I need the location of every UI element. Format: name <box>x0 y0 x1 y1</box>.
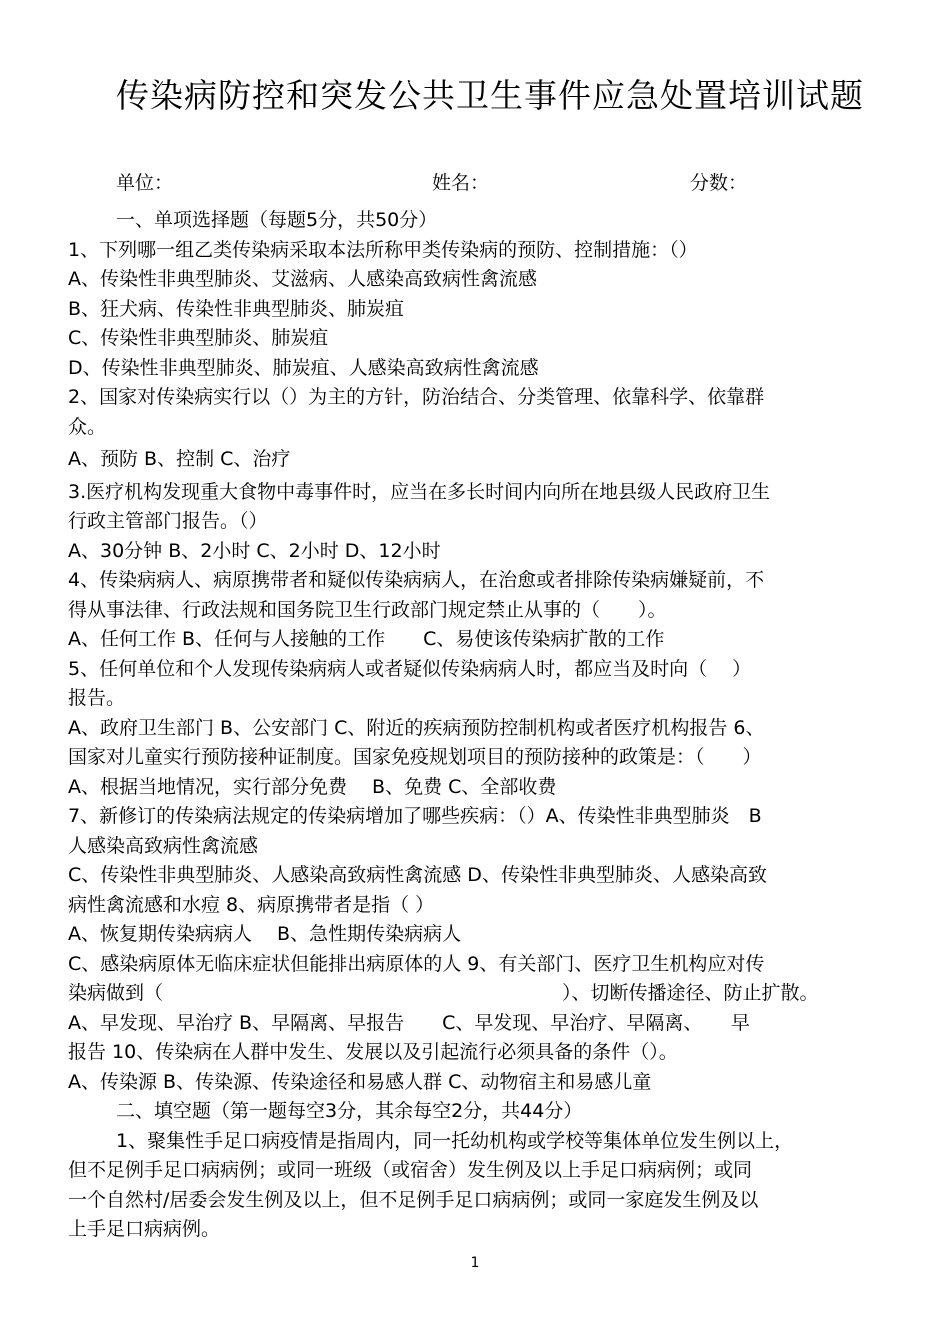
section2-heading: 二、填空题（第一题每空3分，其余每空2分，共44分） <box>116 1100 583 1122</box>
text-line: 上手足口病病例。 <box>68 1218 221 1240</box>
text-line: 染病做到（ ）、切断传播途径、防止扩散。 <box>68 982 819 1004</box>
text-line: C、传染性非典型肺炎、肺炭疽 <box>68 327 329 349</box>
text-line: 3.医疗机构发现重大食物中毒事件时，应当在多长时间内向所在地县级人民政府卫生 <box>68 480 771 503</box>
text-line: A、传染源 B、传染源、传染途径和易感人群 C、动物宿主和易感儿童 <box>68 1070 652 1093</box>
text-line: 一个自然村/居委会发生例及以上，但不足例手足口病病例；或同一家庭发生例及以 <box>68 1188 759 1211</box>
text-line: A、根据当地情况，实行部分免费 B、免费 C、全部收费 <box>68 775 557 798</box>
text-line: 国家对儿童实行预防接种证制度。国家免疫规划项目的预防接种的政策是：（ ） <box>68 746 762 768</box>
text-line: 报告。 <box>68 687 126 709</box>
text-line: C、感染病原体无临床症状但能排出病原体的人 9、有关部门、医疗卫生机构应对传 <box>68 952 765 975</box>
score-label: 分数： <box>690 172 748 194</box>
text-line: C、传染性非典型肺炎、人感染高致病性禽流感 D、传染性非典型肺炎、人感染高致 <box>68 864 767 886</box>
text-line: A、任何工作 B、任何与人接触的工作 C、易使该传染病扩散的工作 <box>68 628 665 650</box>
text-line: 报告 10、传染病在人群中发生、发展以及引起流行必须具备的条件（）。 <box>68 1041 678 1063</box>
text-line: A、传染性非典型肺炎、艾滋病、人感染高致病性禽流感 <box>68 268 537 290</box>
text-line: 行政主管部门报告。（） <box>68 510 268 532</box>
text-line: 得从事法律、行政法规和国务院卫生行政部门规定禁止从事的（ ）。 <box>68 598 667 621</box>
text-line: 但不足例手足口病病例；或同一班级（或宿舍）发生例及以上手足口病病例；或同 <box>68 1159 753 1181</box>
text-line: 5、任何单位和个人发现传染病病人或者疑似传染病病人时，都应当及时向（ ） <box>68 657 752 680</box>
text-line: A、政府卫生部门 B、公安部门 C、附近的疾病预防控制机构或者医疗机构报告 6、 <box>68 716 765 739</box>
text-line: A、预防 B、控制 C、治疗 <box>68 448 291 470</box>
info-row <box>0 168 950 198</box>
text-line: A、30分钟 B、2小时 C、2小时 D、12小时 <box>68 539 441 562</box>
text-line: 众。 <box>68 415 107 438</box>
section1-heading: 一、单项选择题（每题5分，共50分） <box>116 209 438 231</box>
page-number: 1 <box>470 1255 480 1271</box>
document-body <box>68 206 894 1245</box>
text-line: D、传染性非典型肺炎、肺炭疽、人感染高致病性禽流感 <box>68 356 539 379</box>
text-line: 病性禽流感和水痘 8、病原携带者是指（ ） <box>68 893 435 916</box>
text-line: 1、聚集性手足口病疫情是指周内，同一托幼机构或学校等集体单位发生例以上， <box>116 1129 794 1152</box>
document-title: 传染病防控和突发公共卫生事件应急处置培训试题 <box>116 76 864 115</box>
text-line: 人感染高致病性禽流感 <box>68 834 259 857</box>
name-label: 姓名： <box>432 172 490 194</box>
text-line: 4、传染病病人、病原携带者和疑似传染病病人，在治愈或者排除传染病嫌疑前，不 <box>68 569 765 591</box>
text-line: 7、新修订的传染病法规定的传染病增加了哪些疾病：（）A、传染性非典型肺炎 B <box>68 805 762 827</box>
text-line: A、早发现、早治疗 B、早隔离、早报告 C、早发现、早治疗、早隔离、 早 <box>68 1011 750 1034</box>
unit-label: 单位： <box>116 172 174 194</box>
text-line: B、狂犬病、传染性非典型肺炎、肺炭疽 <box>68 297 405 320</box>
text-line: 2、国家对传染病实行以（）为主的方针，防治结合、分类管理、依靠科学、依靠群 <box>68 386 765 408</box>
text-line: 1、下列哪一组乙类传染病采取本法所称甲类传染病的预防、控制措施：（） <box>68 238 698 261</box>
text-line: A、恢复期传染病病人 B、急性期传染病病人 <box>68 923 462 945</box>
